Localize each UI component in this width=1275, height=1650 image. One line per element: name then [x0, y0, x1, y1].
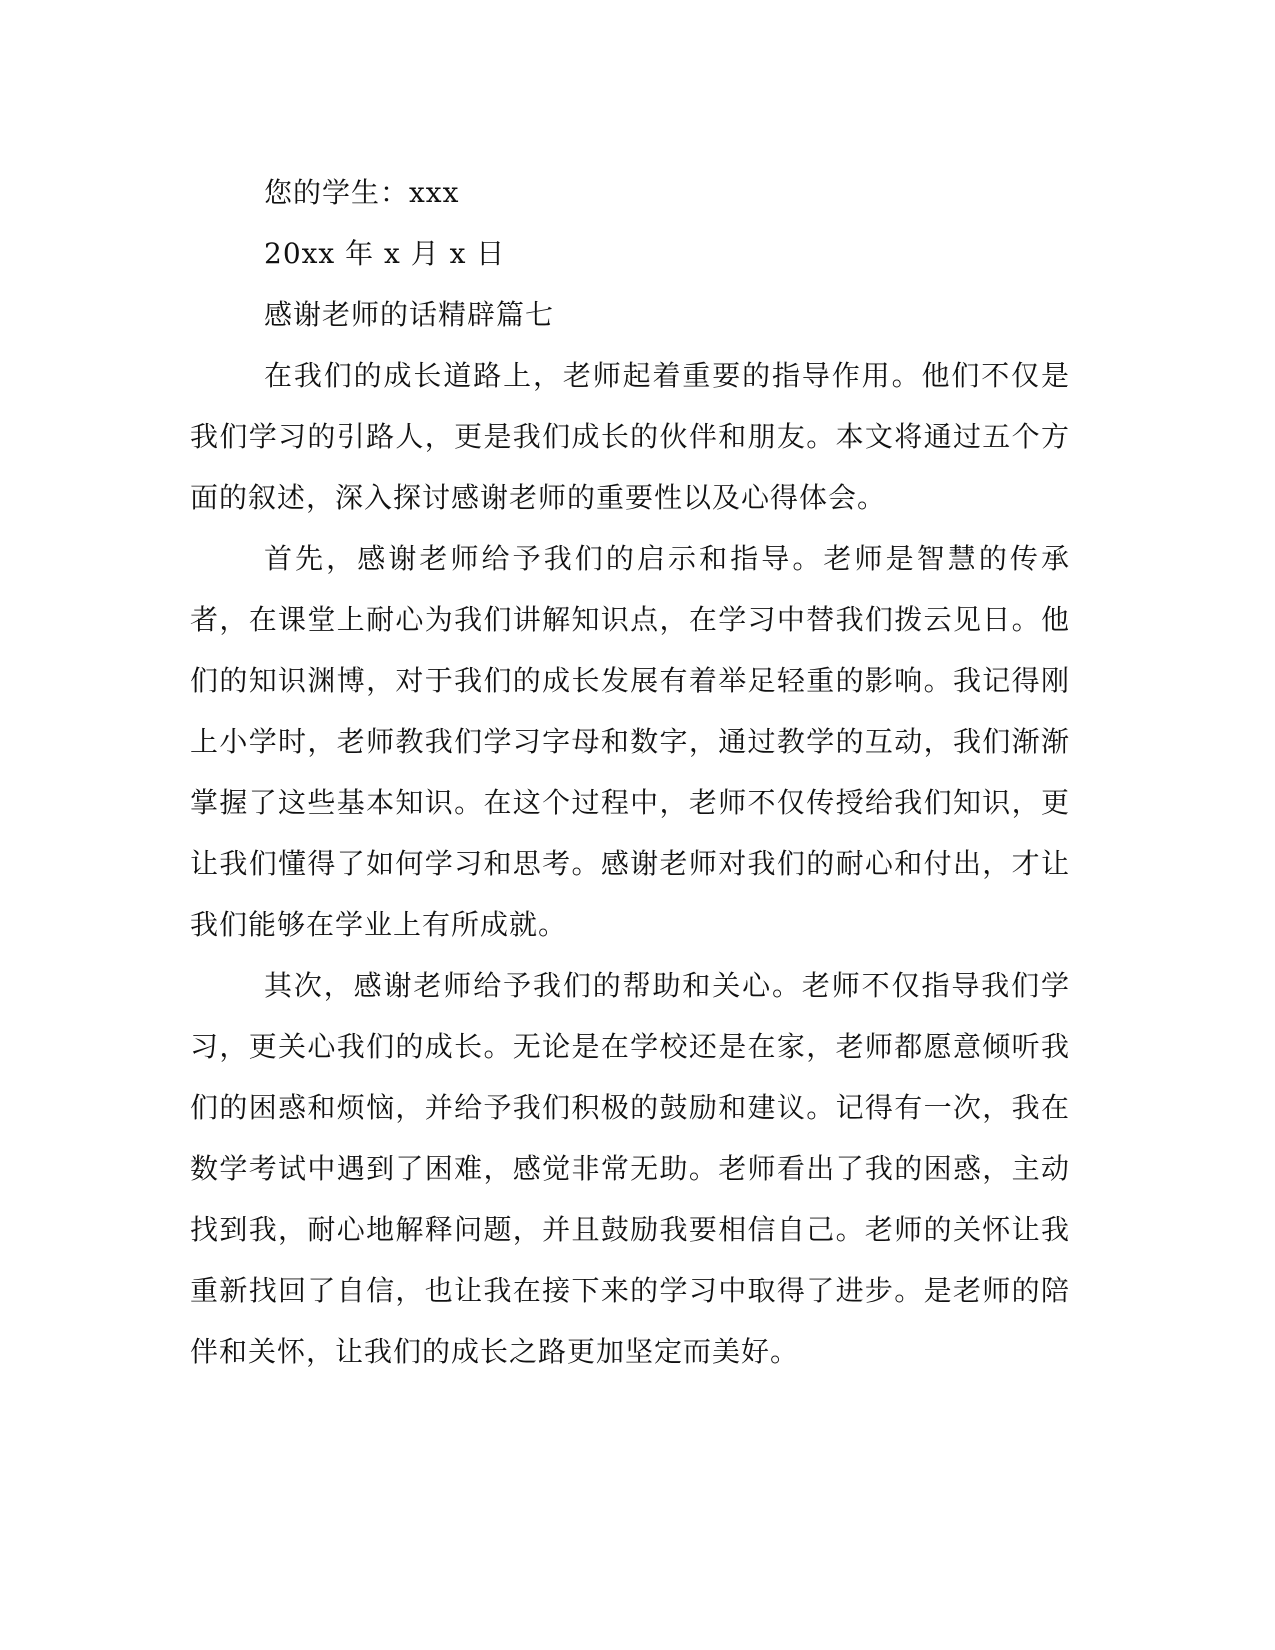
signature-student: 您的学生：xxx	[264, 176, 460, 209]
paragraph-second: 其次，感谢老师给予我们的帮助和关心。老师不仅指导我们学习，更关心我们的成长。无论是在学校还是在家，老师都愿意倾听我们的困惑和烦恼，并给予我们积极的鼓励和建议。记得有一次，我在数学考试中遇到了困难，感觉非常无助。老师看出了我的困惑，主动找到我，耐心地解释问题，并且鼓励我要相信自己。老师的关怀让我重新找回了自信，也让我在接下来的学习中取得了进步。是老师的陪伴和关怀，让我们的成长之路更加坚定而美好。	[190, 969, 1070, 1368]
section-title: 感谢老师的话精辟篇七	[264, 298, 555, 331]
document-body	[190, 162, 1070, 1382]
signature-date: 20xx 年 x 月 x 日	[264, 237, 506, 270]
paragraph-intro: 在我们的成长道路上，老师起着重要的指导作用。他们不仅是我们学习的引路人，更是我们成长的伙伴和朋友。本文将通过五个方面的叙述，深入探讨感谢老师的重要性以及心得体会。	[190, 359, 1070, 514]
paragraph-first: 首先，感谢老师给予我们的启示和指导。老师是智慧的传承者，在课堂上耐心为我们讲解知识点，在学习中替我们拨云见日。他们的知识渊博，对于我们的成长发展有着举足轻重的影响。我记得刚上小学时，老师教我们学习字母和数字，通过教学的互动，我们渐渐掌握了这些基本知识。在这个过程中，老师不仅传授给我们知识，更让我们懂得了如何学习和思考。感谢老师对我们的耐心和付出，才让我们能够在学业上有所成就。	[190, 542, 1070, 941]
